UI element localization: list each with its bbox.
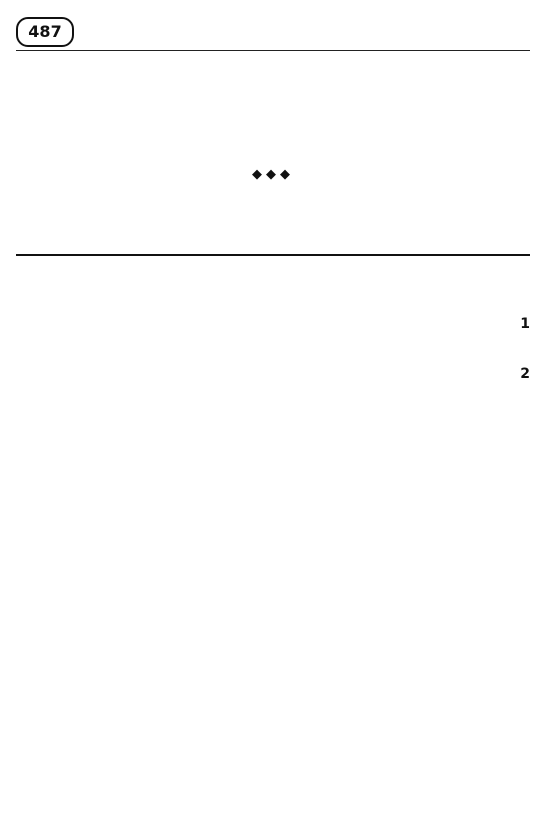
numbered-item-2 xyxy=(16,366,530,410)
intro-paragraph xyxy=(16,262,530,310)
question-1 xyxy=(16,190,530,214)
numbered-item-1 xyxy=(16,316,530,360)
bottom-paragraph xyxy=(16,420,530,486)
paragraph-2 xyxy=(16,111,530,159)
answer-divider xyxy=(16,254,530,256)
page-header xyxy=(16,14,530,51)
item-text xyxy=(16,316,492,360)
section-ornament: ◆◆◆ xyxy=(252,167,294,182)
item-text xyxy=(16,366,492,410)
paragraph-1 xyxy=(16,57,530,105)
question-2 xyxy=(16,222,530,246)
item-number: 2 xyxy=(520,366,530,382)
page-number: 487 xyxy=(16,17,74,47)
item-number: 1 xyxy=(520,316,530,332)
